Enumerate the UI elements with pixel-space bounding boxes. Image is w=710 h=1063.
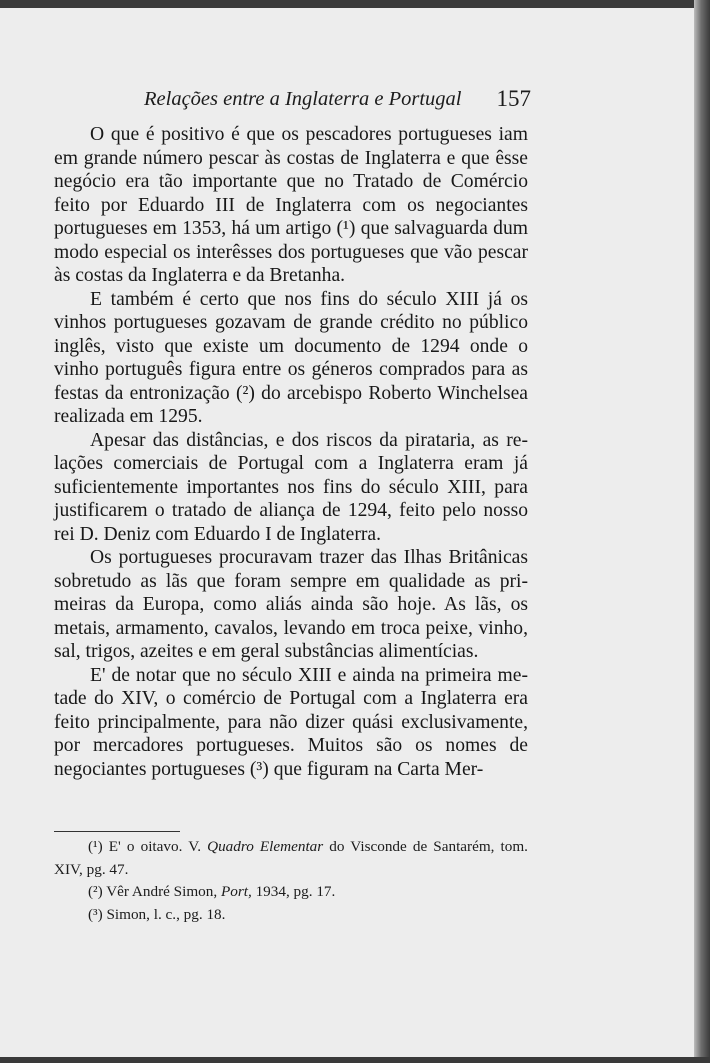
footnote-text: E' o oitavo. V.	[108, 838, 208, 855]
paragraph: O que é positivo é que os pescadores portugueses iam em grande número pescar às costas de Inglaterra e que êsse negócio era tão importante que no Tratado de Comércio feito por Eduardo III de Inglaterra com os negociantes portugueses em 1353, há um artigo (¹) que salvaguarda dum modo especial os interêsses dos portugueses que vão pescar às costas da Inglaterra e da Bretanha.	[54, 124, 528, 286]
running-title: Relações entre a Inglaterra e Portugal	[144, 88, 462, 110]
paragraph: E também é certo que nos fins do século XIII já os vinhos portugueses gozavam de grande crédito no público inglês, visto que existe um documento de 1294 onde o vinho português figura entre os géneros comprados para as festas da entronização (²) do arcebispo Roberto Winchelsea realizada em 1295.	[54, 288, 528, 427]
paragraph: Apesar das distâncias, e dos riscos da pirataria, as relações comerciais de Portugal com a Inglaterra eram já suficientemente importantes nos fins do século XIII, para justificarem o tratado de aliança de 1294, feito pelo nosso rei D. Deniz com Eduardo I de Inglaterra.	[54, 429, 528, 545]
footnote-text: 1934, pg. 17.	[251, 883, 336, 901]
page-bottom-shadow	[0, 1057, 710, 1063]
footnote-text: Simon, l. c., pg. 18.	[106, 905, 226, 923]
footnote-title: Port,	[220, 883, 252, 901]
footnote	[54, 904, 528, 927]
page-gutter-shadow	[694, 0, 710, 1063]
footnote-text: do Visconde de Santarém, tom. XIV, pg. 47.	[54, 838, 528, 878]
paragraph: Os portugueses procuravam trazer das Ilhas Britânicas sobretudo as lãs que foram sempre em qualidade as primeiras da Europa, como aliás ainda são hoje. As lãs, os metais, armamento, cavalos, levando em troca peixe, vinho, sal, trigos, azeites e em geral substâncias alimentícias.	[54, 547, 528, 662]
footnotes	[54, 836, 528, 926]
body-text	[54, 123, 528, 781]
footnote-mark: (³)	[88, 905, 103, 923]
footnote	[54, 836, 528, 881]
paragraph: E' de notar que no século XIII e ainda na primeira metade do XIV, o comércio de Portugal com a Inglaterra era feito principalmente, para não dizer quási exclusivamente, por mercadores portugueses. Muitos são os nomes de negociantes portugueses (³) que figuram na Carta Mer-	[54, 664, 528, 780]
footnote	[54, 881, 528, 904]
page-number: 157	[496, 86, 531, 111]
footnote-title: Quadro Elementar	[207, 838, 324, 855]
page-top-shadow	[0, 0, 710, 8]
footnote-mark: (¹)	[88, 838, 103, 855]
footnote-text: Vêr André Simon,	[106, 883, 221, 901]
footnote-rule	[54, 831, 180, 832]
footnote-mark: (²)	[88, 883, 103, 901]
page-header	[140, 88, 535, 118]
